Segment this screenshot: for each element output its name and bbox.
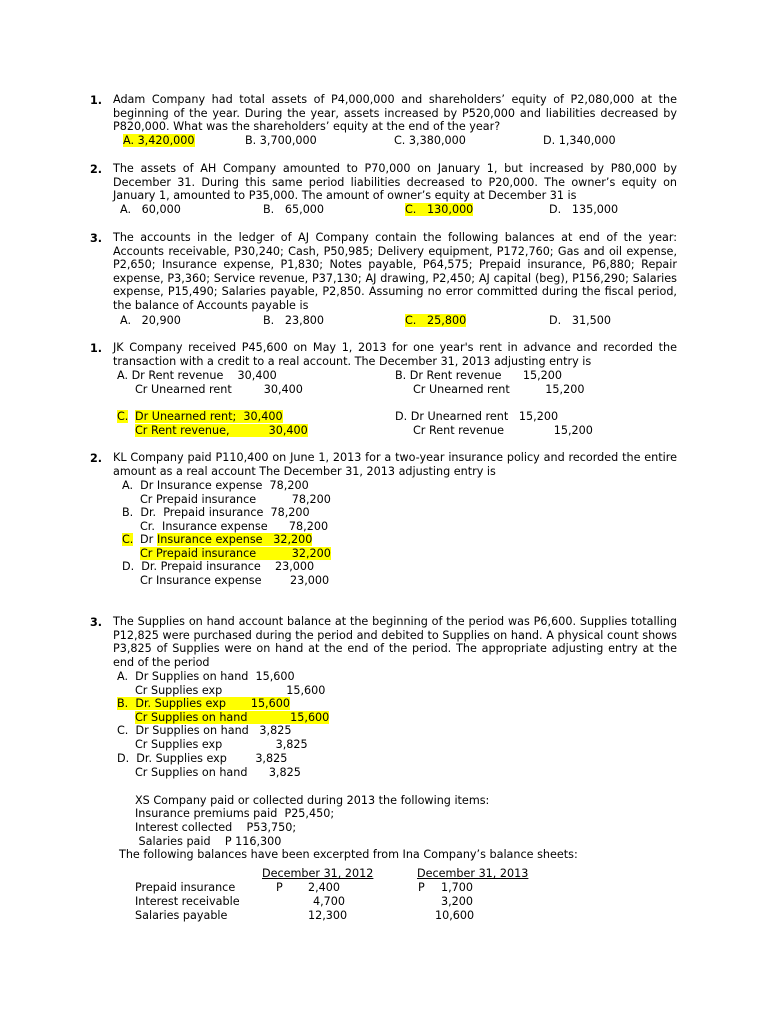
q4-option-a-debit: A. Dr Rent revenue 30,400	[117, 369, 277, 382]
question-1-number: 1.	[90, 94, 103, 107]
row-value-2013: 10,600	[435, 909, 475, 922]
q3-option-c: C. 25,800	[405, 314, 467, 327]
row-currency-2013: P	[418, 881, 425, 894]
q3-option-b: B. 23,800	[263, 314, 325, 327]
q2-option-b: B. 65,000	[263, 203, 325, 216]
q1-option-a: A. 3,420,000	[123, 134, 195, 147]
q5-option-c-debit: Insurance expense 32,200	[157, 533, 313, 546]
q4-option-c-credit: Cr Rent revenue, 30,400	[135, 424, 308, 437]
q5-option-d-credit: Cr Insurance expense 23,000	[140, 574, 330, 587]
q4-option-b-debit: B. Dr Rent revenue 15,200	[395, 369, 563, 382]
q4-option-c-letter: C.	[117, 410, 129, 423]
q6-option-a-credit: Cr Supplies exp 15,600	[135, 684, 326, 697]
q5-option-c-letter: C.	[122, 533, 134, 546]
question-6-number: 3.	[90, 616, 103, 629]
xs-intro: XS Company paid or collected during 2013 the following items:	[135, 794, 490, 807]
row-value-2012: 12,300	[308, 909, 348, 922]
q6-option-b-debit: B. Dr. Supplies exp 15,600	[117, 697, 290, 710]
question-6-text: The Supplies on hand account balance at the beginning of the period was P6,600. Supplies totalling P12,825 were purchased during the period and debited to Supplies on hand. A physical count shows P3,825 of Supplies were on hand at the end of the period. The appropriate adjusting entry at the end of the period	[113, 615, 677, 669]
question-3-number: 3.	[90, 232, 103, 245]
q4-option-c-debit: Dr Unearned rent; 30,400	[135, 410, 283, 423]
q5-option-c-dr: Dr	[140, 533, 154, 546]
question-4-text: JK Company received P45,600 on May 1, 2013 for one year's rent in advance and recorded the transaction with a credit to a real account. The December 31, 2013 adjusting entry is	[113, 341, 677, 368]
q6-option-d-debit: D. Dr. Supplies exp 3,825	[117, 752, 288, 765]
question-2-number: 2.	[90, 163, 103, 176]
question-5-text: KL Company paid P110,400 on June 1, 2013 for a two-year insurance policy and recorded the entire amount as a real account The December 31, 2013 adjusting entry is	[113, 451, 677, 478]
q6-option-a-debit: A. Dr Supplies on hand 15,600	[117, 670, 295, 683]
q5-option-b-credit: Cr. Insurance expense 78,200	[140, 520, 329, 533]
xs-salaries-paid: Salaries paid P 116,300	[135, 835, 282, 848]
q5-option-c-credit: Cr Prepaid insurance 32,200	[140, 547, 331, 560]
q1-option-b: B. 3,700,000	[245, 134, 317, 147]
row-label-interest-receivable: Interest receivable	[135, 895, 240, 908]
q6-option-c-credit: Cr Supplies exp 3,825	[135, 738, 308, 751]
row-value-2013: 1,700	[441, 881, 474, 894]
q1-option-c: C. 3,380,000	[394, 134, 466, 147]
q1-option-d: D. 1,340,000	[543, 134, 616, 147]
question-4-number: 1.	[90, 342, 103, 355]
balances-intro: The following balances have been excerpted from Ina Company’s balance sheets:	[119, 848, 578, 861]
row-label-prepaid-insurance: Prepaid insurance	[135, 881, 236, 894]
question-1-text: Adam Company had total assets of P4,000,000 and shareholders’ equity of P2,080,000 at the beginning of the year. During the year, assets increased by P520,000 and liabilities decreased by P820,000. What was the shareholders’ equity at the end of the year?	[113, 93, 677, 134]
q6-option-c-debit: C. Dr Supplies on hand 3,825	[117, 724, 292, 737]
q5-option-a-credit: Cr Prepaid insurance 78,200	[140, 493, 331, 506]
q5-option-b-debit: B. Dr. Prepaid insurance 78,200	[122, 506, 310, 519]
q2-option-d: D. 135,000	[549, 203, 619, 216]
q2-option-c: C. 130,000	[405, 203, 474, 216]
row-label-salaries-payable: Salaries payable	[135, 909, 228, 922]
q4-option-d-credit: Cr Rent revenue 15,200	[413, 424, 593, 437]
question-2-text: The assets of AH Company amounted to P70,000 on January 1, but increased by P80,000 by December 31. During this same period liabilities decreased to P20,000. The owner’s equity on January 1, amounted to P35,000. The amount of owner’s equity at December 31 is	[113, 162, 677, 203]
q4-option-d-debit: D. Dr Unearned rent 15,200	[395, 410, 559, 423]
question-5-number: 2.	[90, 452, 103, 465]
col-header-2013: December 31, 2013	[417, 867, 529, 880]
row-value-2013: 3,200	[441, 895, 474, 908]
row-value-2012: 2,400	[308, 881, 341, 894]
q6-option-d-credit: Cr Supplies on hand 3,825	[135, 766, 301, 779]
row-currency-2012: P	[276, 881, 283, 894]
q4-option-a-credit: Cr Unearned rent 30,400	[135, 383, 303, 396]
q3-option-d: D. 31,500	[549, 314, 611, 327]
q2-option-a: A. 60,000	[120, 203, 181, 216]
q3-option-a: A. 20,900	[120, 314, 181, 327]
row-value-2012: 4,700	[313, 895, 346, 908]
question-3-text: The accounts in the ledger of AJ Company contain the following balances at end of the year: Accounts receivable, P30,240; Cash, P50,985; Delivery equipment, P172,760; Gas and oil expense, P2,650; Insurance expense, P1,830; Notes payable, P64,575; Prepaid insurance, P6,880; Repair expense, P3,360; Service revenue, P37,130; AJ drawing, P2,450; AJ capital (beg), P156,290; Salaries expense, P15,490; Salaries payable, P2,850. Assuming no error committed during the fiscal period, the balance of Accounts payable is	[113, 231, 677, 312]
q5-option-a-debit: A. Dr Insurance expense 78,200	[122, 479, 309, 492]
q4-option-b-credit: Cr Unearned rent 15,200	[413, 383, 585, 396]
col-header-2012: December 31, 2012	[262, 867, 374, 880]
q6-option-b-credit: Cr Supplies on hand 15,600	[135, 711, 330, 724]
q5-option-d-debit: D. Dr. Prepaid insurance 23,000	[122, 560, 315, 573]
xs-insurance-paid: Insurance premiums paid P25,450;	[135, 807, 335, 820]
xs-interest-collected: Interest collected P53,750;	[135, 821, 297, 834]
